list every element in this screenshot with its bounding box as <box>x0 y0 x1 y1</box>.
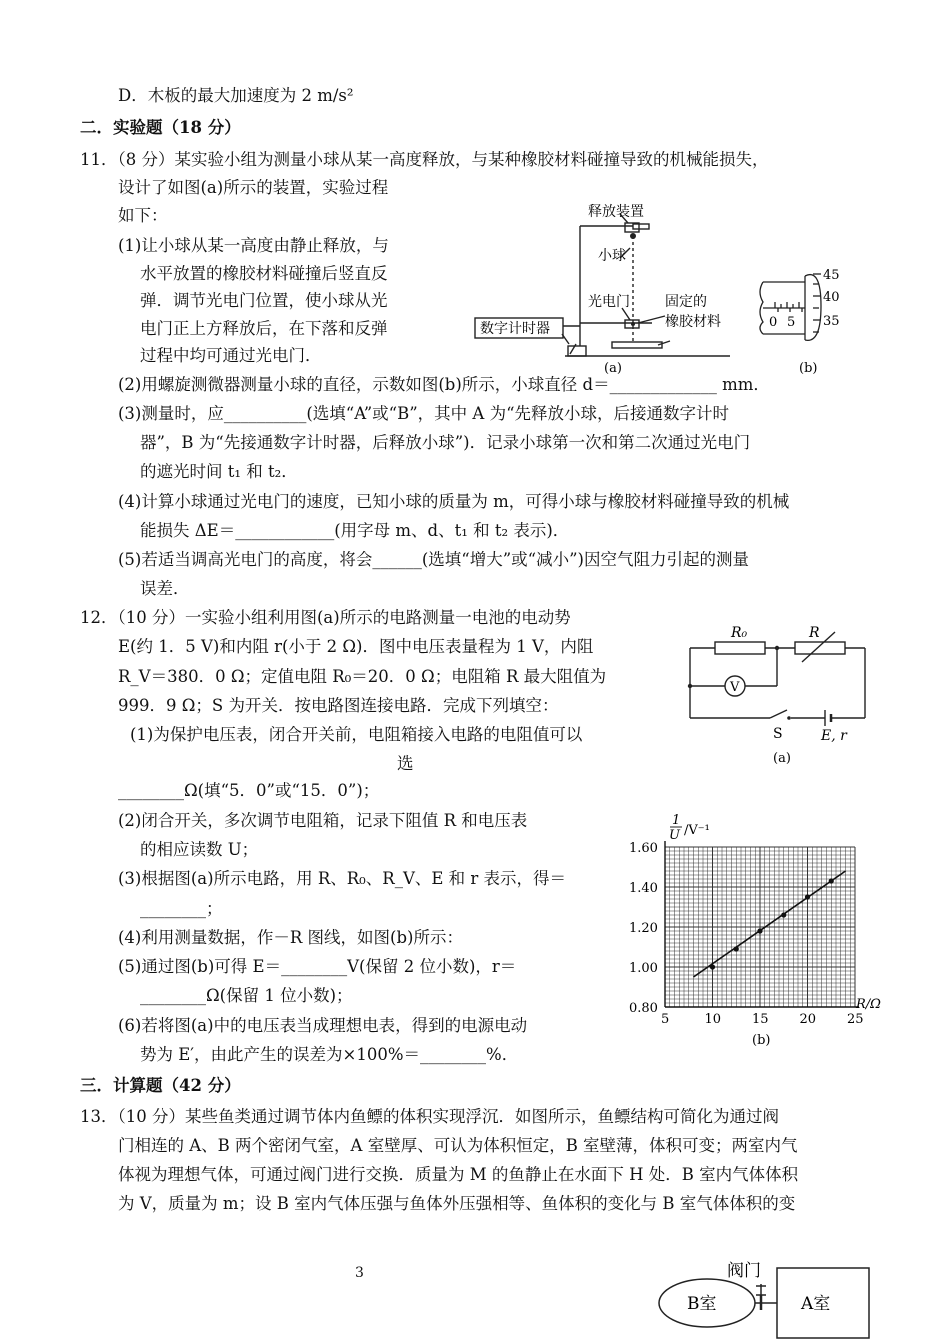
text-line: D．木板的最大加速度为 2 m/s² <box>118 86 354 105</box>
caption-11a: (a) <box>604 361 622 376</box>
text-line: 势为 E′，由此产生的误差为×100%＝________%． <box>140 1045 519 1064</box>
text-line: (1)让小球从某一高度由静止释放，与 <box>118 236 389 255</box>
caption-12b: (b) <box>752 1033 771 1048</box>
tick-5: 5 <box>787 315 796 330</box>
figure-13-swim-bladder <box>655 1250 875 1342</box>
data-point <box>829 878 834 883</box>
label-release-device: 释放装置 <box>588 204 644 220</box>
text-line: 过程中均可通过光电门． <box>140 346 322 365</box>
label-ball: 小球 <box>598 248 626 264</box>
figure-12a-circuit <box>685 618 885 768</box>
text-line: 体视为理想气体，可通过阀门进行交换．质量为 M 的鱼静止在水面下 H 处．B 室内气体体积 <box>118 1165 799 1184</box>
text-line: 999．9 Ω；S 为开关．按电路图连接电路．完成下列填空： <box>118 696 559 715</box>
text-line: (3)根据图(a)所示电路，用 R、R₀、R_V、E 和 r 表示，得＝ <box>118 869 567 888</box>
text-line: 12．（10 分）一实验小组利用图(a)所示的电路测量一电池的电动势 <box>80 608 571 627</box>
figure-11a-apparatus <box>470 196 740 376</box>
text-line: 为 V，质量为 m；设 B 室内气体压强与鱼体外压强相等、鱼体积的变化与 B 室气体体积的变 <box>118 1194 796 1213</box>
text-line: (5)若适当调高光电门的高度，将会______(选填“增大”或“减小”)因空气阻力引起的测量 <box>118 550 749 569</box>
label-photogate: 光电门 <box>588 294 630 310</box>
text-line: 设计了如图(a)所示的装置，实验过程 <box>118 178 389 197</box>
text-line: E(约 1．5 V)和内阻 r(小于 2 Ω)．图中电压表量程为 1 V，内阻 <box>118 637 594 656</box>
text-line: (5)通过图(b)可得 E＝________V(保留 2 位小数)，r＝ <box>118 957 517 976</box>
label-valve: 阀门 <box>727 1261 761 1281</box>
x-tick-label: 15 <box>752 1012 769 1027</box>
y-axis-unit: /V⁻¹ <box>684 823 710 838</box>
section-heading: 二．实验题（18 分） <box>80 118 241 137</box>
label-rubber: 橡胶材料 <box>665 314 721 330</box>
x-tick-label: 5 <box>661 1012 670 1027</box>
tick-40: 40 <box>823 290 840 305</box>
text-line: (6)若将图(a)中的电压表当成理想电表，得到的电源电动 <box>118 1016 528 1035</box>
y-tick-label: 1.00 <box>629 961 658 976</box>
data-point <box>734 946 739 951</box>
text-line: 的相应读数 U； <box>140 840 259 859</box>
text-line: ________Ω(填“5．0”或“15．0”)； <box>118 781 380 800</box>
figure-12b-chart <box>620 812 900 1052</box>
text-line: 能损失 ΔE＝____________(用字母 m、d、t₁ 和 t₂ 表示)． <box>140 521 570 540</box>
text-line: 弹．调节光电门位置，使小球从光 <box>140 291 388 310</box>
text-line: (4)利用测量数据，作－R 图线，如图(b)所示： <box>118 928 463 947</box>
text-line: (2)用螺旋测微器测量小球的直径，示数如图(b)所示，小球直径 d＝_____________ mm． <box>118 375 770 394</box>
text-line: (4)计算小球通过光电门的速度，已知小球的质量为 m，可得小球与橡胶材料碰撞导致的机械 <box>118 492 790 511</box>
text-line: 器”，B 为“先接通数字计时器，后释放小球”)．记录小球第一次和第二次通过光电门 <box>140 433 751 452</box>
text-line: 13．（10 分）某些鱼类通过调节体内鱼鳔的体积实现浮沉．如图所示，鱼鳔结构可简化为通过阀 <box>80 1107 779 1126</box>
text-line: ________Ω(保留 1 位小数)； <box>140 986 353 1005</box>
text-line: 选 <box>397 754 414 773</box>
voltmeter-label: V <box>730 680 740 695</box>
text-line: 如下： <box>118 206 168 225</box>
text-line: (2)闭合开关，多次调节电阻箱，记录下阻值 R 和电压表 <box>118 811 528 830</box>
label-chamber-a: A室 <box>801 1294 831 1314</box>
caption-12a: (a) <box>773 751 791 766</box>
text-line: 误差． <box>140 579 190 598</box>
chart-grid <box>665 847 855 1007</box>
page-number: 3 <box>355 1265 364 1281</box>
text-line: 的遮光时间 t₁ 和 t₂． <box>140 462 298 481</box>
label-chamber-b: B室 <box>687 1294 717 1314</box>
y-label-denominator: U <box>669 828 680 843</box>
label-switch: S <box>773 726 783 742</box>
tick-0: 0 <box>769 315 778 330</box>
data-point <box>710 964 715 969</box>
text-line: R_V＝380．0 Ω；定值电阻 R₀＝20．0 Ω；电阻箱 R 最大阻值为 <box>118 667 607 686</box>
y-label-numerator: 1 <box>672 813 681 828</box>
text-line: 水平放置的橡胶材料碰撞后竖直反 <box>140 264 388 283</box>
y-tick-label: 1.20 <box>629 921 658 936</box>
text-line: 11．（8 分）某实验小组为测量小球从某一高度释放，与某种橡胶材料碰撞导致的机械能损失， <box>80 150 769 169</box>
text-line: 门相连的 A、B 两个密闭气室，A 室壁厚、可认为体积恒定，B 室壁薄，体积可变；两室内气 <box>118 1136 798 1155</box>
text-line: (3)测量时，应__________(选填“A”或“B”，其中 A 为“先释放小球，后接通数字计时 <box>118 404 730 423</box>
label-digital-timer: 数字计时器 <box>480 321 550 337</box>
text-line: ________； <box>140 899 223 918</box>
data-point <box>805 894 810 899</box>
label-r0: R₀ <box>731 625 748 641</box>
label-r: R <box>809 625 820 641</box>
x-axis-label: R/Ω <box>856 997 881 1012</box>
y-tick-label: 0.80 <box>629 1001 658 1016</box>
tick-35: 35 <box>823 314 840 329</box>
section-heading: 三．计算题（42 分） <box>80 1076 241 1095</box>
text-line: (1)为保护电压表，闭合开关前，电阻箱接入电路的电阻值可以 <box>130 725 583 744</box>
y-tick-label: 1.60 <box>629 841 658 856</box>
tick-45: 45 <box>823 268 840 283</box>
data-point <box>781 912 786 917</box>
label-emf: E, r <box>821 728 847 744</box>
x-tick-label: 10 <box>704 1012 722 1027</box>
text-line: 电门正上方释放后，在下落和反弹 <box>140 319 388 338</box>
data-point <box>757 928 762 933</box>
caption-11b: (b) <box>799 361 818 376</box>
figure-11b-micrometer <box>755 262 865 374</box>
y-tick-label: 1.40 <box>629 881 658 896</box>
x-tick-label: 20 <box>799 1012 817 1027</box>
x-tick-label: 25 <box>847 1012 864 1027</box>
label-fixed: 固定的 <box>665 294 707 310</box>
